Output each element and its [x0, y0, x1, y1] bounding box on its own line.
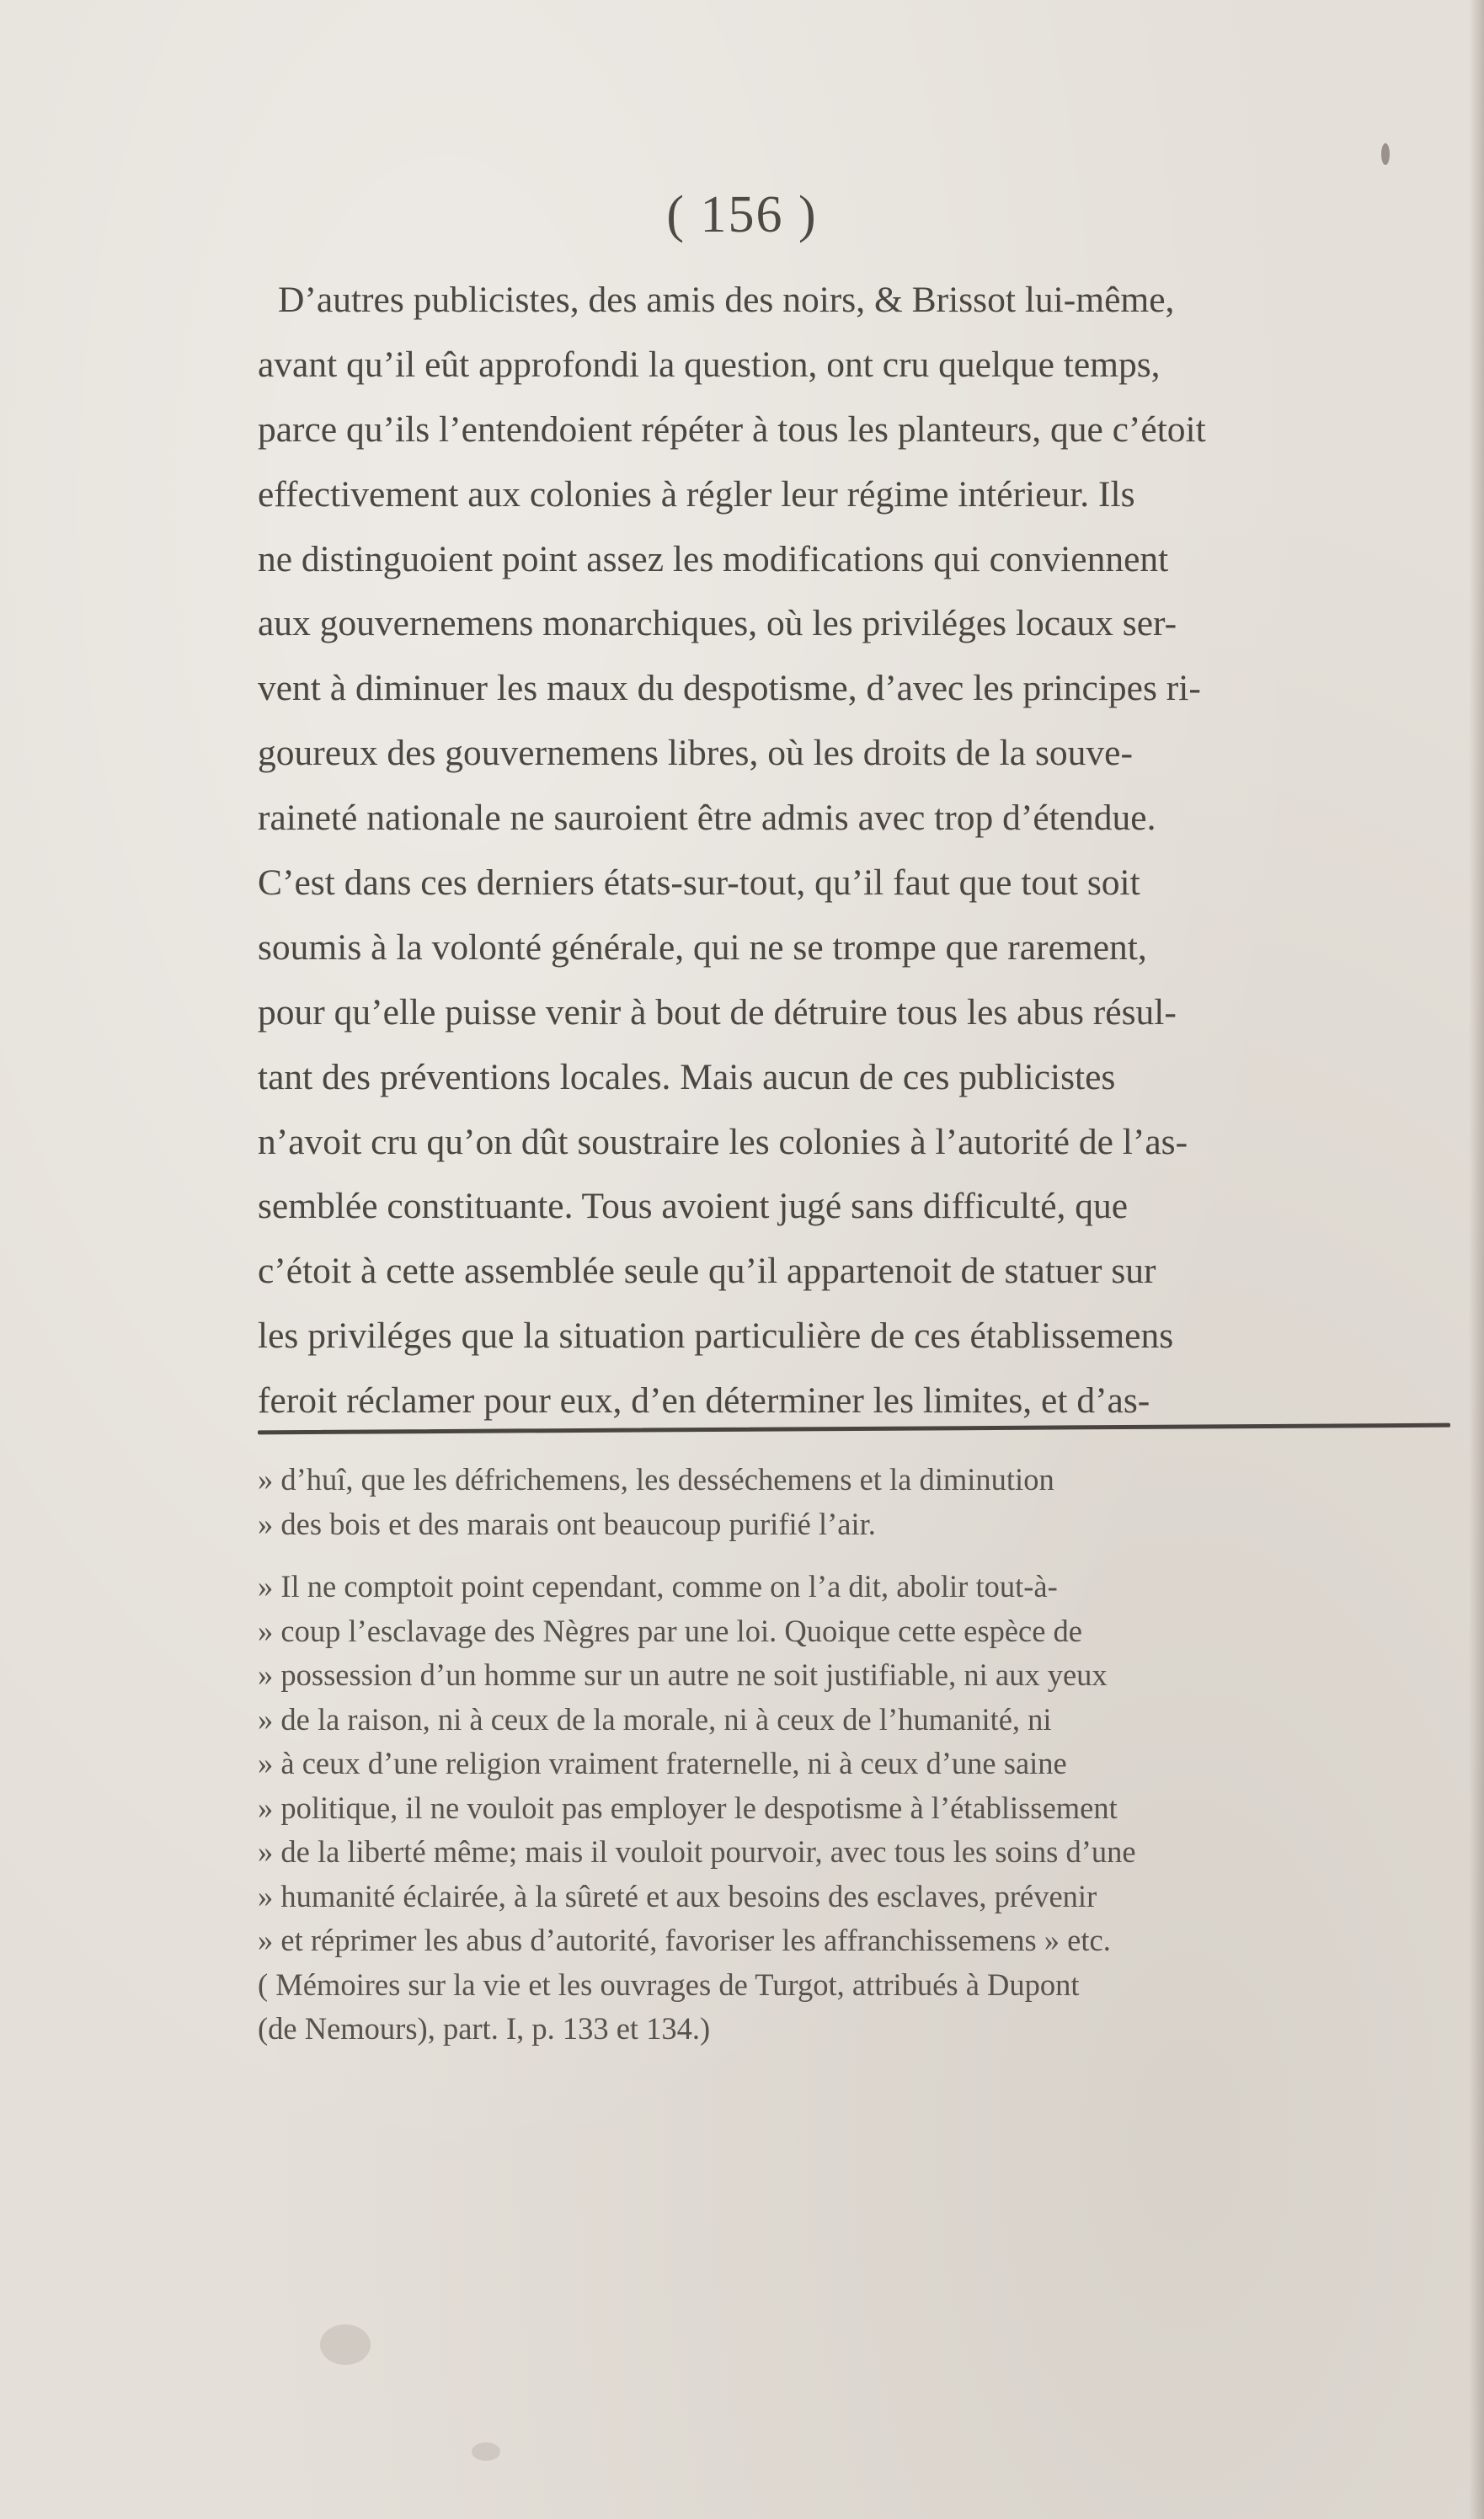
- body-line: C’est dans ces derniers états-sur-tout, qu’il faut que tout soit: [258, 862, 1140, 904]
- footnote-line: » humanité éclairée, à la sûreté et aux besoins des esclaves, prévenir: [258, 1878, 1097, 1913]
- footnote-line: » à ceux d’une religion vraiment fraternelle, ni à ceux d’une saine: [258, 1746, 1067, 1780]
- paper-stain: [1381, 143, 1390, 165]
- footnote-line: » politique, il ne vouloit pas employer le despotisme à l’établissement: [258, 1790, 1118, 1825]
- footnote-line: » d’huî, que les défrichemens, les desséchemens et la diminution: [258, 1462, 1054, 1497]
- body-line: c’étoit à cette assemblée seule qu’il appartenoit de statuer sur: [258, 1251, 1156, 1292]
- body-line: n’avoit cru qu’on dût soustraire les colonies à l’autorité de l’as-: [258, 1121, 1188, 1162]
- footnote-line: » et réprimer les abus d’autorité, favoriser les affranchissemens » etc.: [258, 1923, 1111, 1957]
- body-line: [258, 268, 1481, 333]
- footnote-line: » Il ne comptoit point cependant, comme on l’a dit, abolir tout-à-: [258, 1569, 1058, 1604]
- body-line: vent à diminuer les maux du despotisme, d’avec les principes ri-: [258, 668, 1201, 709]
- body-line: effectivement aux colonies à régler leur régime intérieur. Ils: [258, 473, 1135, 515]
- footnote-gap: [258, 1546, 1481, 1565]
- body-line: goureux des gouvernemens libres, où les droits de la souve-: [258, 733, 1133, 774]
- body-line: feroit réclamer pour eux, d’en déterminer les limites, et d’as-: [258, 1380, 1150, 1422]
- footnote-line: (de Nemours), part. I, p. 133 et 134.): [258, 2011, 711, 2046]
- footnote-line: » coup l’esclavage des Nègres par une loi. Quoique cette espèce de: [258, 1613, 1082, 1648]
- body-line: semblée constituante. Tous avoient jugé sans difficulté, que: [258, 1186, 1129, 1227]
- body-line: soumis à la volonté générale, qui ne se trompe que rarement,: [258, 926, 1147, 968]
- page-number: ( 156 ): [666, 186, 818, 243]
- body-line: parce qu’ils l’entendoient répéter à tous les planteurs, que c’étoit: [258, 408, 1206, 450]
- paper-stain: [472, 2442, 500, 2461]
- body-line: raineté nationale ne sauroient être admis avec trop d’étendue.: [258, 798, 1156, 839]
- body-text: [258, 268, 1481, 1433]
- body-line: ne distinguoient point assez les modifications qui conviennent: [258, 538, 1169, 579]
- footnote-line: » possession d’un homme sur un autre ne soit justifiable, ni aux yeux: [258, 1657, 1108, 1692]
- body-line: tant des préventions locales. Mais aucun de ces publicistes: [258, 1056, 1116, 1097]
- body-line: avant qu’il eût approfondi la question, ont cru quelque temps,: [258, 344, 1161, 385]
- footnote-line: » de la liberté même; mais il vouloit pourvoir, avec tous les soins d’une: [258, 1834, 1136, 1869]
- body-line: aux gouvernemens monarchiques, où les priviléges locaux ser-: [258, 603, 1177, 644]
- body-line: les priviléges que la situation particulière de ces établissemens: [258, 1316, 1174, 1357]
- body-line-text: D’autres publicistes, des amis des noirs, & Brissot lui-même,: [278, 280, 1175, 320]
- footnote-line: ( Mémoires sur la vie et les ouvrages de Turgot, attribués à Dupont: [258, 1967, 1080, 2002]
- paper-stain: [320, 2324, 371, 2365]
- body-line: pour qu’elle puisse venir à bout de détruire tous les abus résul-: [258, 991, 1177, 1033]
- footnote-line: » de la raison, ni à ceux de la morale, ni à ceux de l’humanité, ni: [258, 1701, 1052, 1737]
- footnotes: [258, 1458, 1481, 2052]
- footnote-line: » des bois et des marais ont beaucoup purifié l’air.: [258, 1506, 876, 1541]
